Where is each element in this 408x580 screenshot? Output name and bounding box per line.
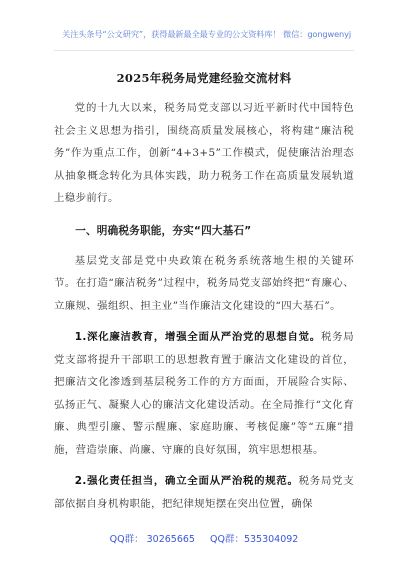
item-2-body: 税务局党支部依据自身机构职能，把纪律规矩摆在突出位置，确保 (54, 475, 354, 510)
document-body (54, 97, 354, 524)
section-heading-1: 一、明确税务职能，夯实“四大基石” (75, 224, 252, 237)
item-1-lead: 1.深化廉洁教育，增强全面从严治党的思想自觉。 (74, 331, 321, 343)
document-title: 2025年税务局党建经验交流材料 (116, 71, 292, 85)
footer-qq-group-2: QQ群：535304092 (210, 534, 299, 545)
item-2-paragraph (54, 470, 354, 515)
footer-qq-groups (0, 533, 408, 547)
item-1-body: 税务局党支部将提升干部职工的思想教育置于廉洁文化建设的首位，把廉洁文化渗透到基层税务工作的方方面面，开展险合实际、弘扬正气、凝聚人心的廉洁文化建设活动。在全局推行“文化育廉、典型引廉、警示醒廉、家庭助廉、考核促廉”等“五廉”措施，营造崇廉、尚廉、守廉的良好氛围，筑牢思想根基。 (54, 331, 354, 456)
item-2-lead: 2.强化责任担当，确立全面从严治税的规范。 (74, 475, 299, 487)
header-divider (54, 50, 354, 51)
item-1-paragraph (54, 326, 354, 461)
header-banner: 关注头条号“公文研究”，获得最新最全最专业的公文资料库！ 微信：gongwenyj (62, 29, 352, 39)
footer-qq-group-1: QQ群： 30265665 (109, 534, 195, 545)
section-1-paragraph: 基层党支部是党中央政策在税务系统落地生根的关键环节。在打造“廉洁税务”过程中，税务局党支部始终把“育廉心、立廉规、强组织、担主业”当作廉洁文化建设的“四大基石”。 (54, 254, 354, 312)
intro-paragraph: 党的十九大以来，税务局党支部以习近平新时代中国特色社会主义思想为指引，围绕高质量发展核心，将构建“廉洁税务”作为重点工作，创新“4+3+5”工作模式，促使廉洁治理态从抽象概念转化为具体实践，助力税务工作在高质量发展轨道上稳步前行。 (54, 102, 354, 204)
